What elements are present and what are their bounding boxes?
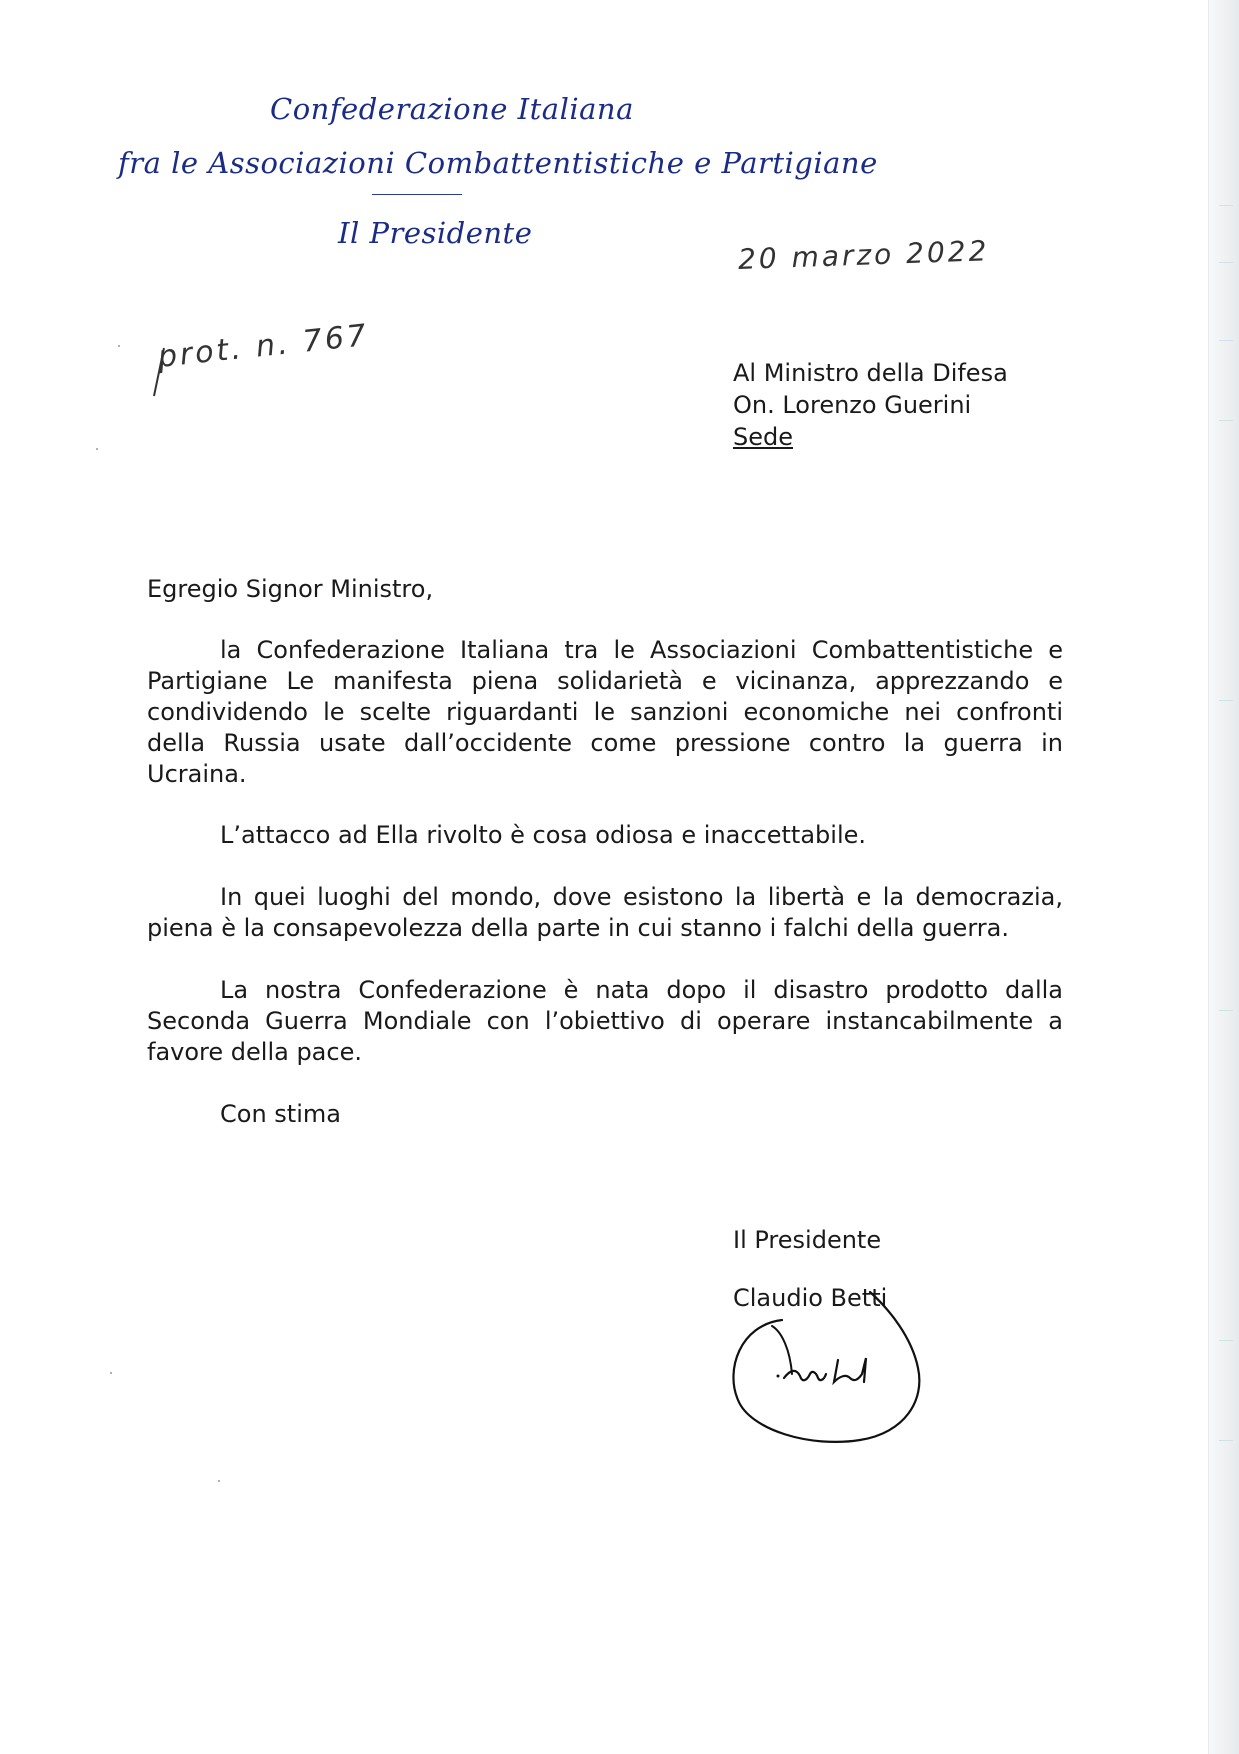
scan-speck [218,1480,220,1482]
scan-speck [118,345,120,347]
salutation: Egregio Signor Ministro, [147,575,434,603]
letterhead-organization-name: Confederazione Italiana [270,92,634,126]
body-paragraph: In quei luoghi del mondo, dove esistono la libertà e la democrazia, piena è la consapevolezza della parte in cui stanno i falchi della guerra. [147,883,1063,942]
handwritten-protocol-number: prot. n. 767 [156,317,371,375]
closing: Con stima [220,1100,341,1128]
scan-speck [96,448,98,450]
signatory-name: Claudio Betti [733,1284,888,1312]
addressee-location: Sede [733,423,793,451]
letterhead-organization-subtitle: fra le Associazioni Combattentistiche e Partigiane [118,146,878,180]
addressee-block [733,357,1008,453]
scan-speck [110,1372,112,1374]
signature-title: Il Presidente [733,1226,882,1254]
letterhead-role: Il Presidente [338,216,533,250]
scan-edge [1208,0,1239,1754]
handwritten-date: 20 marzo 2022 [737,234,990,276]
body-paragraph: L’attacco ad Ella rivolto è cosa odiosa e inaccettabile. [220,821,867,849]
body-paragraph: la Confederazione Italiana tra le Associazioni Combattentistiche e Partigiane Le manifesta piena solidarietà e vicinanza, apprezzando e condividendo le scelte riguardanti le sanzioni economiche nei confronti della Russia usate dall’occidente come pressione contro la guerra in Ucraina. [147,636,1063,788]
addressee-recipient: Al Ministro della Difesa [733,359,1008,387]
addressee-name: On. Lorenzo Guerini [733,391,972,419]
handwritten-signature [720,1290,930,1460]
letterhead [0,0,878,260]
body-paragraph: La nostra Confederazione è nata dopo il disastro prodotto dalla Seconda Guerra Mondiale con l’obiettivo di operare instancabilmente a favore della pace. [147,976,1063,1066]
letterhead-divider [372,194,462,195]
